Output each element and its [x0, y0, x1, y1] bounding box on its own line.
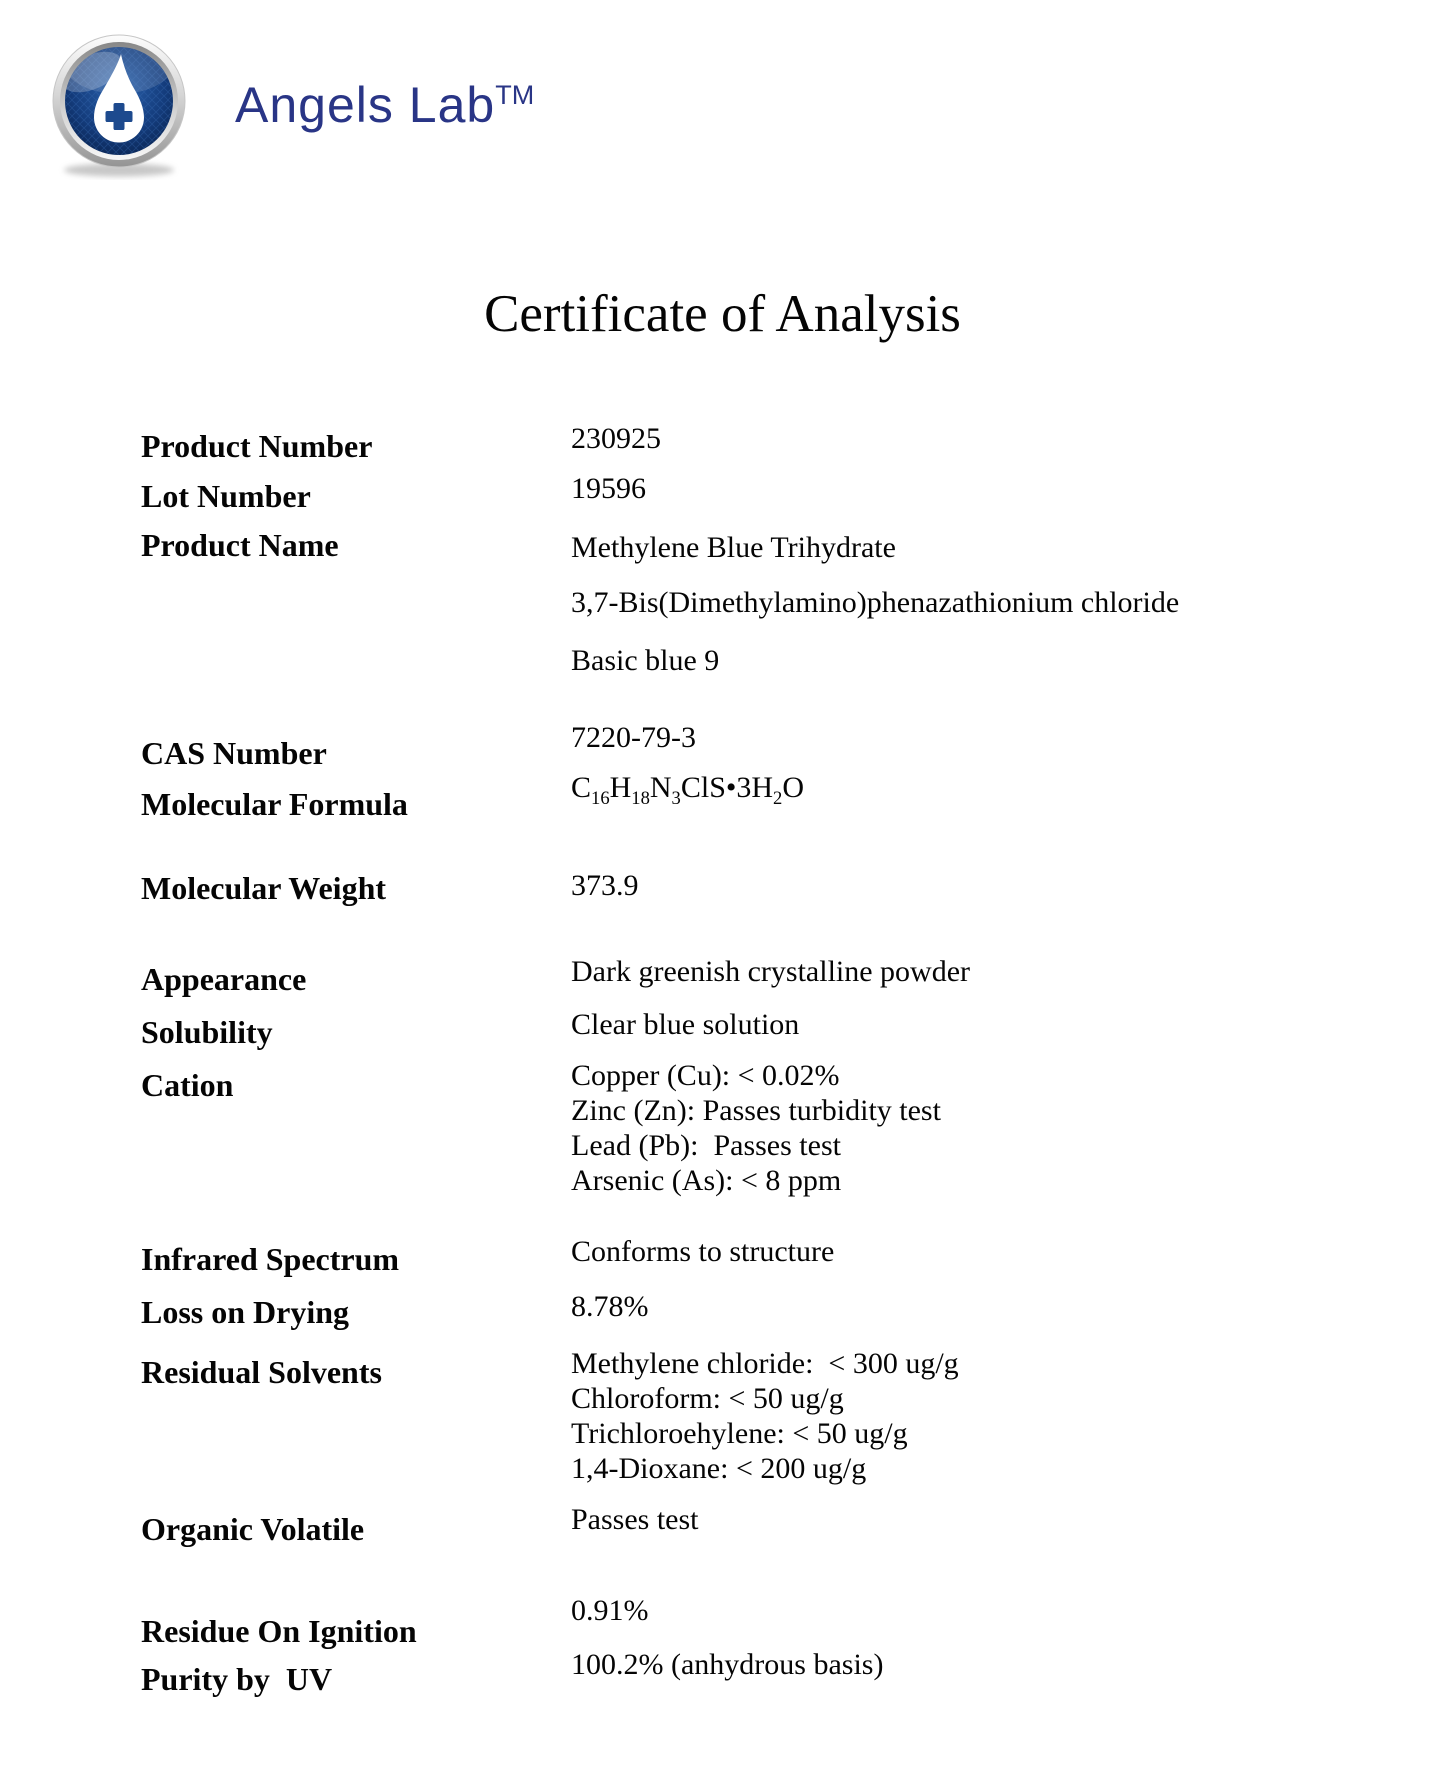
field-label-cas-number: CAS Number [141, 735, 327, 771]
field-value-synonym: Basic blue 9 [571, 644, 720, 677]
field-label-cation: Cation [141, 1067, 234, 1103]
field-value-product-name: Methylene Blue Trihydrate [571, 531, 896, 564]
field-value-cation-lead: Lead (Pb): Passes test [571, 1129, 841, 1162]
field-value-organic-volatile: Passes test [571, 1503, 699, 1536]
field-label-product-number: Product Number [141, 428, 373, 464]
field-label-loss-on-drying: Loss on Drying [141, 1294, 350, 1330]
field-value-cation-arsenic: Arsenic (As): < 8 ppm [571, 1164, 842, 1197]
brand-name [235, 76, 534, 134]
field-value-solvent-trichloroehylene: Trichloroehylene: < 50 ug/g [571, 1417, 908, 1450]
field-value-appearance: Dark greenish crystalline powder [571, 955, 971, 988]
field-value-cas-number: 7220-79-3 [571, 721, 696, 754]
field-label-residue-on-ignition: Residue On Ignition [141, 1613, 417, 1649]
field-label-appearance: Appearance [141, 961, 307, 997]
field-label-solubility: Solubility [141, 1014, 273, 1050]
brand-name-text: Angels Lab [235, 77, 496, 133]
field-label-molecular-weight: Molecular Weight [141, 870, 387, 906]
field-value-molecular-weight: 373.9 [571, 869, 639, 902]
field-value-solvent-dioxane: 1,4-Dioxane: < 200 ug/g [571, 1452, 867, 1485]
field-label-purity-by-uv: Purity by UV [141, 1661, 333, 1697]
field-value-product-number: 230925 [571, 422, 661, 455]
field-value-molecular-formula: $C_{16}H_{18}N_3ClS•3H_2O$ [571, 771, 805, 809]
field-value-solvent-methylene-chloride: Methylene chloride: < 300 ug/g [571, 1347, 959, 1380]
field-value-purity-by-uv: 100.2% (anhydrous basis) [571, 1648, 884, 1681]
field-label-infrared-spectrum: Infrared Spectrum [141, 1241, 400, 1277]
page-title: Certificate of Analysis [484, 285, 961, 343]
field-value-cation-copper: Copper (Cu): < 0.02% [571, 1059, 840, 1092]
field-value-infrared-spectrum: Conforms to structure [571, 1235, 835, 1268]
field-value-residue-on-ignition: 0.91% [571, 1594, 649, 1627]
trademark-symbol: TM [495, 80, 535, 110]
field-value-lot-number: 19596 [571, 472, 646, 505]
field-value-solubility: Clear blue solution [571, 1008, 800, 1041]
field-label-molecular-formula: Molecular Formula [141, 786, 408, 822]
field-label-product-name: Product Name [141, 527, 339, 563]
field-value-loss-on-drying: 8.78% [571, 1290, 649, 1323]
field-label-lot-number: Lot Number [141, 478, 311, 514]
field-label-organic-volatile: Organic Volatile [141, 1511, 365, 1547]
field-value-chemical-name: 3,7-Bis(Dimethylamino)phenazathionium chloride [571, 586, 1180, 619]
field-value-cation-zinc: Zinc (Zn): Passes turbidity test [571, 1094, 941, 1127]
field-label-residual-solvents: Residual Solvents [141, 1354, 382, 1390]
field-value-solvent-chloroform: Chloroform: < 50 ug/g [571, 1382, 844, 1415]
angels-lab-logo-icon [48, 32, 190, 180]
